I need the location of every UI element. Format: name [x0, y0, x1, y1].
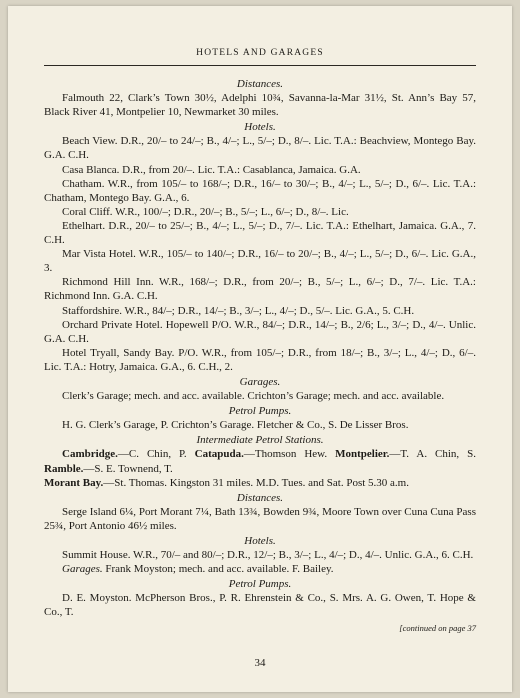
text-run: —S. E. Townend, T. — [83, 462, 173, 475]
section-heading: Petrol Pumps. — [228, 405, 292, 418]
section-heading: Distances. — [236, 78, 284, 90]
entry-paragraph — [44, 476, 476, 490]
entry-paragraph: Clerk’s Garage; mech. and acc. available. Crichton’s Garage; mech. and acc. available. — [62, 390, 445, 403]
entry-paragraph: D. E. Moyston. McPherson Bros., P. R. Ehrenstein & Co., S. Mrs. A. G. Owen, T. Hope & Co., T. — [44, 592, 476, 619]
text-run: Garages. — [62, 563, 103, 576]
place-name: Morant Bay. — [44, 476, 104, 489]
section-heading: Hotels. — [244, 535, 276, 547]
running-header: HOTELS AND GARAGES — [196, 48, 324, 58]
place-name: Catapuda. — [194, 448, 244, 461]
page-number: 34 — [254, 657, 266, 669]
entry-paragraph: Coral Cliff. W.R., 100/–; D.R., 20/–; B., 5/–; L., 6/–; D., 8/–. Lic. — [62, 205, 349, 218]
entry-paragraph: Ethelhart. D.R., 20/– to 25/–; B., 4/–; L., 5/–; D., 7/–. Lic. T.A.: Ethelhart, Jamaica. G.A., 7. C.H. — [44, 219, 476, 247]
page-content — [44, 77, 476, 620]
text-run: —Thomson Hew. — [243, 448, 336, 461]
entry-paragraph: Orchard Private Hotel. Hopewell P/O. W.R., 84/–; D.R., 14/–; B., 2/6; L., 3/–; D., 4/–. Unlic. G.A. C.H. — [44, 318, 476, 345]
entry-paragraph: H. G. Clerk’s Garage, P. Crichton’s Garage. Fletcher & Co., S. De Lisser Bros. — [62, 419, 409, 432]
entry-paragraph: Serge Island 6¼, Port Morant 7¼, Bath 13¾, Bowden 9¾, Moore Town over Cuna Cuna Pass 25¾, Port Antonio 46½ miles. — [44, 505, 476, 532]
entry-paragraph — [44, 447, 476, 475]
place-name: Montpelier. — [335, 448, 390, 461]
entry-paragraph: Summit House. W.R., 70/– and 80/–; D.R., 12/–; B., 3/–; L., 4/–; D., 4/–. Unlic. G.A., 6. C.H. — [62, 549, 474, 562]
place-name: Cambridge. — [62, 448, 118, 461]
section-heading: Distances. — [236, 491, 284, 504]
text-run: —T. A. Chin, S. — [389, 448, 476, 461]
book-page — [8, 6, 512, 692]
entry-paragraph — [44, 562, 476, 576]
entry-paragraph: Casa Blanca. D.R., from 20/–. Lic. T.A.: Casablanca, Jamaica. G.A. — [62, 163, 361, 176]
text-run: —C. Chin, P. — [117, 448, 195, 461]
entry-paragraph: Mar Vista Hotel. W.R., 105/– to 140/–; D.R., 16/– to 20/–; B., 4/–; L., 5/–; D., 6/–. Lic. G.A., 3. — [44, 248, 476, 275]
text-run: Frank Moyston; mech. and acc. available. F. Bailey. — [102, 563, 334, 576]
entry-paragraph: Beach View. D.R., 20/– to 24/–; B., 4/–; L., 5/–; D., 8/–. Lic. T.A.: Beachview, Montego Bay. G.A. C.H. — [44, 135, 476, 162]
text-run: —St. Thomas. Kingston 31 miles. M.D. Tues. and Sat. Post 5.30 a.m. — [103, 476, 409, 489]
section-heading: Petrol Pumps. — [228, 578, 292, 591]
entry-paragraph: Hotel Tryall, Sandy Bay. P/O. W.R., from 105/–; D.R., from 18/–; B., 3/–; L., 4/–; D., 6/–. Lic. T.A.: Hotry, Jamaica. G.A., 6. C.H., 2. — [44, 346, 476, 373]
section-heading: Intermediate Petrol Stations. — [196, 434, 324, 447]
section-heading: Garages. — [239, 375, 281, 388]
entry-paragraph: Richmond Hill Inn. W.R., 168/–; D.R., from 20/–; B., 5/–; L., 6/–; D., 7/–. Lic. T.A.: Richmond Inn. G.A. C.H. — [44, 276, 476, 303]
place-name: Ramble. — [44, 462, 84, 475]
section-heading: Hotels. — [244, 121, 276, 134]
entry-paragraph: Chatham. W.R., from 105/– to 168/–; D.R., 16/– to 30/–; B., 4/–; L., 5/–; D., 6/–. Lic. T.A.: Chatham, Montego Bay. G.A., 6. — [44, 177, 476, 204]
continuation-note: [continued on page 37 — [399, 623, 476, 633]
entry-paragraph: Staffordshire. W.R., 84/–; D.R., 14/–; B., 3/–; L., 4/–; D., 5/–. Lic. G.A., 5. C.H. — [62, 304, 415, 317]
entry-paragraph: Falmouth 22, Clark’s Town 30½, Adelphi 10¾, Savanna-la-Mar 31½, St. Ann’s Bay 57, Black River 41, Montpelier 10, Newmarket 30 miles. — [44, 92, 476, 119]
header-rule — [44, 65, 476, 66]
